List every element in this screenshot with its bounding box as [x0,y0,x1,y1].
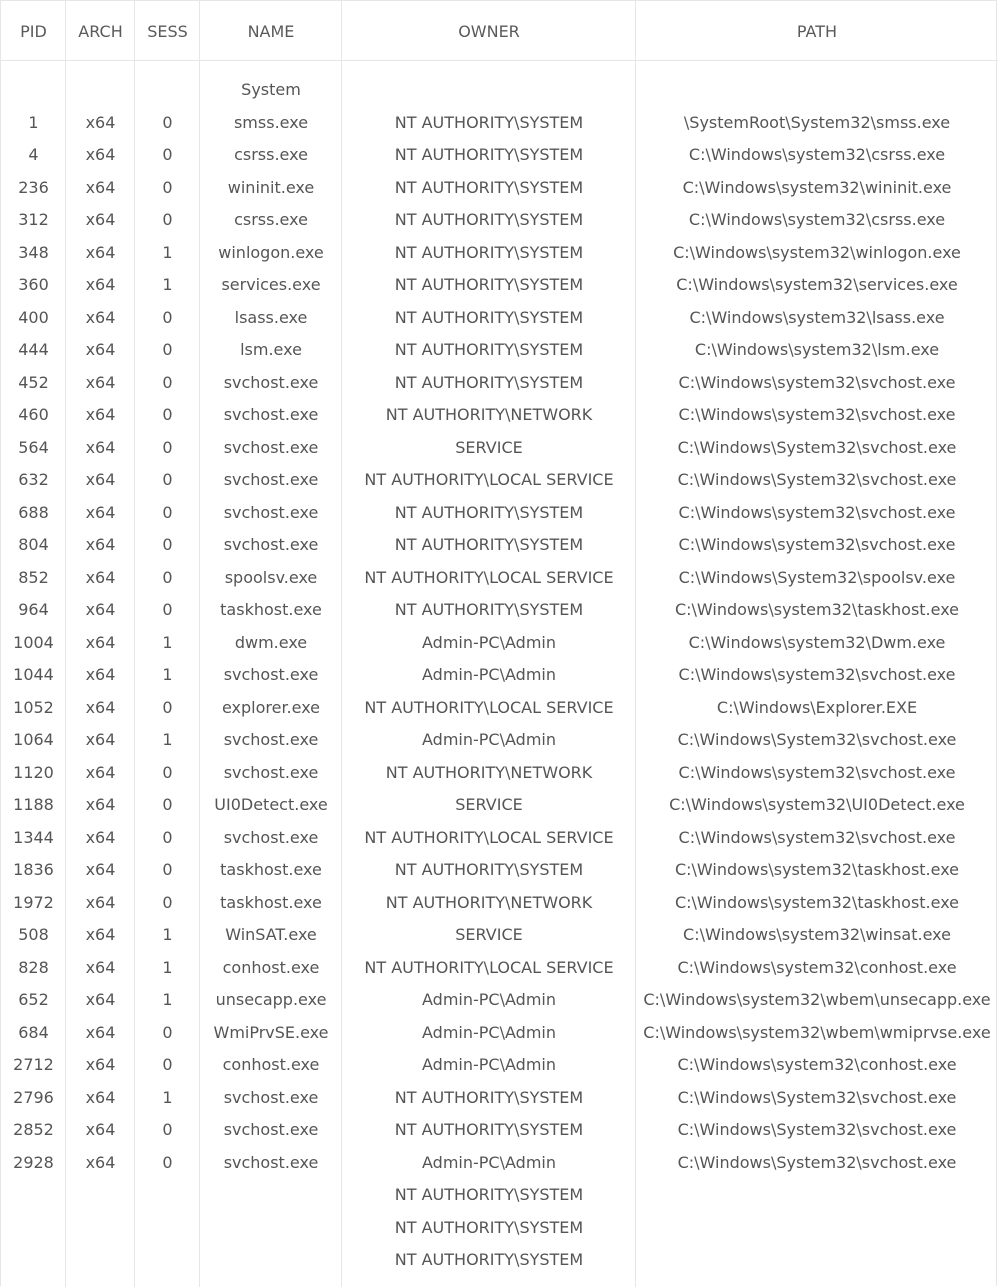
pid-cell: 688 [18,502,49,522]
name-cell: svchost.exe [223,1087,319,1107]
arch-cell: x64 [85,112,116,132]
arch-cell: x64 [85,210,116,229]
arch-cell: x64 [85,437,116,457]
owner-cell: SERVICE [455,925,523,944]
owner-cell: NT AUTHORITY\SYSTEM [394,112,584,132]
owner-cell: NT AUTHORITY\LOCAL SERVICE [364,957,614,977]
name-cell: wininit.exe [227,177,315,197]
name-column [200,74,342,1179]
header-arch[interactable]: ARCH [78,22,123,41]
sess-cell: 0 [162,697,173,717]
name-cell: lsm.exe [240,340,302,359]
sess-cell [135,74,200,107]
arch-cell: x64 [85,632,116,652]
owner-cell: NT AUTHORITY\SYSTEM [394,1217,584,1237]
path-cell: C:\Windows\Explorer.EXE [716,697,918,717]
owner-cell: NT AUTHORITY\SYSTEM [394,1185,584,1204]
arch-cell: x64 [85,990,116,1009]
pid-cell: 360 [18,275,49,294]
owner-cell: Admin-PC\Admin [422,1055,556,1074]
pid-cell: 2852 [13,1120,54,1139]
sess-cell: 0 [162,535,173,554]
path-cell: C:\Windows\system32\csrss.exe [688,210,946,229]
name-cell: csrss.exe [234,145,308,164]
sess-cell: 0 [162,307,173,327]
path-cell: C:\Windows\system32\services.exe [676,275,958,294]
owner-cell: SERVICE [455,437,523,457]
owner-cell: NT AUTHORITY\LOCAL SERVICE [364,567,614,587]
owner-cell: NT AUTHORITY\LOCAL SERVICE [364,827,614,847]
owner-cell: NT AUTHORITY\NETWORK [385,892,593,912]
owner-cell: NT AUTHORITY\SYSTEM [394,340,584,359]
header-path[interactable]: PATH [796,22,838,41]
arch-cell: x64 [85,665,116,684]
owner-cell: NT AUTHORITY\SYSTEM [394,860,584,879]
name-cell: dwm.exe [234,632,308,652]
arch-cell: x64 [85,1087,116,1107]
arch-cell: x64 [85,502,116,522]
sess-cell: 0 [162,405,173,424]
name-cell: svchost.exe [223,665,319,684]
pid-cell: 964 [18,600,49,619]
path-cell: C:\Windows\system32\csrss.exe [688,145,946,164]
sess-cell: 0 [162,860,173,879]
arch-cell: x64 [85,795,116,814]
arch-cell [66,74,135,107]
header-sess[interactable]: SESS [147,22,188,41]
arch-column [66,74,135,1179]
pid-cell: 2796 [13,1087,54,1107]
path-cell: C:\Windows\system32\conhost.exe [677,957,957,977]
sess-cell: 1 [162,665,173,684]
arch-cell: x64 [85,600,116,619]
sess-cell: 1 [162,957,173,977]
name-cell: UI0Detect.exe [214,795,328,814]
pid-cell: 1972 [13,892,54,912]
sess-cell: 0 [162,762,173,782]
sess-cell: 1 [162,275,173,294]
sess-cell: 0 [162,372,173,392]
path-cell: C:\Windows\system32\taskhost.exe [674,860,960,879]
path-cell: C:\Windows\System32\svchost.exe [677,470,957,489]
name-cell: WinSAT.exe [225,925,317,944]
arch-cell: x64 [85,1152,116,1172]
header-name[interactable]: NAME [247,22,295,41]
sess-cell: 0 [162,600,173,619]
pid-cell: 2928 [13,1152,54,1172]
owner-cell: NT AUTHORITY\SYSTEM [394,145,584,164]
owner-cell: NT AUTHORITY\NETWORK [385,405,593,424]
pid-cell: 236 [18,177,49,197]
sess-cell: 0 [162,1152,173,1172]
pid-cell: 1188 [13,795,54,814]
path-cell: C:\Windows\system32\wbem\wmiprvse.exe [643,1022,991,1042]
sess-cell: 1 [162,632,173,652]
pid-cell: 1120 [13,762,54,782]
arch-cell: x64 [85,1055,116,1074]
owner-cell: Admin-PC\Admin [422,1022,556,1042]
pid-column [1,74,66,1179]
sess-cell: 0 [162,340,173,359]
name-cell: svchost.exe [223,372,319,392]
arch-cell: x64 [85,1022,116,1042]
pid-cell: 828 [18,957,49,977]
path-cell: C:\Windows\System32\svchost.exe [677,1120,957,1139]
pid-cell: 632 [18,470,49,489]
owner-cell: Admin-PC\Admin [422,730,556,749]
arch-cell: x64 [85,470,116,489]
name-cell: svchost.exe [223,1152,319,1172]
pid-cell: 460 [18,405,49,424]
name-cell: winlogon.exe [218,242,324,262]
path-cell: C:\Windows\System32\svchost.exe [677,1087,957,1107]
owner-cell: NT AUTHORITY\LOCAL SERVICE [364,470,614,489]
sess-cell: 1 [162,730,173,749]
path-cell: C:\Windows\system32\lsm.exe [694,340,940,359]
path-cell: C:\Windows\system32\svchost.exe [678,405,956,424]
owner-cell: NT AUTHORITY\NETWORK [385,762,593,782]
name-cell: lsass.exe [234,307,308,327]
header-pid[interactable]: PID [20,22,47,41]
owner-cell: NT AUTHORITY\SYSTEM [394,372,584,392]
sess-cell: 0 [162,177,173,197]
name-cell: svchost.exe [223,730,319,749]
owner-cell: Admin-PC\Admin [422,665,556,684]
sess-cell: 1 [162,925,173,944]
path-cell: C:\Windows\system32\taskhost.exe [674,892,960,912]
owner-cell: NT AUTHORITY\SYSTEM [394,535,584,554]
path-cell: C:\Windows\system32\wininit.exe [682,177,952,197]
name-cell: svchost.exe [223,535,319,554]
owner-cell: Admin-PC\Admin [422,1152,556,1172]
name-cell: conhost.exe [222,957,320,977]
path-cell: C:\Windows\system32\wbem\unsecapp.exe [643,990,991,1009]
name-cell: svchost.exe [223,437,319,457]
arch-cell: x64 [85,730,116,749]
pid-cell: 1044 [13,665,54,684]
name-cell: spoolsv.exe [224,567,318,587]
pid-cell: 1836 [13,860,54,879]
owner-cell: NT AUTHORITY\SYSTEM [394,307,584,327]
path-cell [636,74,998,107]
sess-cell: 0 [162,1055,173,1074]
arch-cell: x64 [85,405,116,424]
pid-cell: 1052 [13,697,54,717]
path-cell: C:\Windows\system32\svchost.exe [678,502,956,522]
sess-cell: 0 [162,892,173,912]
pid-cell: 852 [18,567,49,587]
path-cell: C:\Windows\system32\winsat.exe [683,925,951,944]
arch-cell: x64 [85,177,116,197]
path-cell: C:\Windows\System32\svchost.exe [677,1152,957,1172]
arch-cell: x64 [85,145,116,164]
arch-cell: x64 [85,827,116,847]
sess-cell: 0 [162,827,173,847]
arch-cell: x64 [85,957,116,977]
path-cell: C:\Windows\System32\svchost.exe [677,437,957,457]
path-column [636,74,998,1179]
owner-cell [342,74,636,107]
name-cell: taskhost.exe [220,892,322,912]
path-cell: C:\Windows\system32\svchost.exe [678,762,956,782]
arch-cell: x64 [85,697,116,717]
owner-cell: NT AUTHORITY\SYSTEM [394,502,584,522]
sess-cell: 0 [162,210,173,229]
name-cell: svchost.exe [223,827,319,847]
pid-cell: 1 [28,112,39,132]
name-cell: svchost.exe [223,405,319,424]
sess-cell: 0 [162,567,173,587]
pid-cell: 400 [18,307,49,327]
name-cell: taskhost.exe [220,600,322,619]
header-owner[interactable]: OWNER [458,22,520,41]
arch-cell: x64 [85,762,116,782]
arch-cell: x64 [85,1120,116,1139]
pid-cell: 348 [18,242,49,262]
pid-cell: 4 [28,145,39,164]
owner-cell: NT AUTHORITY\SYSTEM [394,600,584,619]
name-cell: svchost.exe [223,1120,319,1139]
path-cell: C:\Windows\System32\svchost.exe [677,730,957,749]
name-cell: svchost.exe [223,502,319,522]
name-cell: smss.exe [233,112,309,132]
arch-cell: x64 [85,242,116,262]
name-cell: svchost.exe [223,470,319,489]
sess-cell: 1 [162,1087,173,1107]
sess-cell: 0 [162,437,173,457]
path-cell: C:\Windows\system32\lsass.exe [689,307,945,327]
name-cell: System [241,80,301,99]
pid-cell: 452 [18,372,49,392]
name-cell: csrss.exe [234,210,308,229]
pid-cell [1,74,66,107]
owner-cell: NT AUTHORITY\SYSTEM [394,1087,584,1107]
pid-cell: 564 [18,437,49,457]
path-cell: C:\Windows\system32\taskhost.exe [674,600,960,619]
pid-cell: 444 [18,340,49,359]
name-cell: taskhost.exe [220,860,322,879]
sess-cell: 0 [162,112,173,132]
pid-cell: 1064 [13,730,54,749]
owner-cell: NT AUTHORITY\SYSTEM [394,210,584,229]
path-cell: \SystemRoot\System32\smss.exe [683,112,951,132]
pid-cell: 684 [18,1022,49,1042]
table-header [1,1,998,61]
pid-cell: 312 [18,210,49,229]
pid-cell: 804 [18,535,49,554]
name-cell: svchost.exe [223,762,319,782]
arch-cell: x64 [85,892,116,912]
path-cell: C:\Windows\system32\svchost.exe [678,665,956,684]
arch-cell: x64 [85,307,116,327]
arch-cell: x64 [85,925,116,944]
arch-cell: x64 [85,860,116,879]
arch-cell: x64 [85,340,116,359]
pid-cell: 2712 [13,1055,54,1074]
owner-cell: NT AUTHORITY\SYSTEM [394,1120,584,1139]
pid-cell: 1004 [13,632,54,652]
name-cell: WmiPrvSE.exe [213,1022,329,1042]
path-cell: C:\Windows\system32\Dwm.exe [688,632,946,652]
sess-cell: 1 [162,990,173,1009]
name-cell: unsecapp.exe [215,990,327,1009]
name-cell: services.exe [221,275,321,294]
owner-cell: NT AUTHORITY\SYSTEM [394,177,584,197]
owner-cell: Admin-PC\Admin [422,632,556,652]
path-cell: C:\Windows\system32\winlogon.exe [673,242,961,262]
path-cell: C:\Windows\system32\svchost.exe [678,827,956,847]
sess-cell: 0 [162,502,173,522]
pid-cell: 652 [18,990,49,1009]
owner-cell: NT AUTHORITY\SYSTEM [394,242,584,262]
path-cell: C:\Windows\system32\svchost.exe [678,372,956,392]
sess-cell: 0 [162,470,173,489]
sess-cell: 0 [162,1022,173,1042]
pid-cell: 508 [18,925,49,944]
path-cell: C:\Windows\system32\conhost.exe [677,1055,957,1074]
owner-cell: NT AUTHORITY\LOCAL SERVICE [364,697,614,717]
pid-cell: 1344 [13,827,54,847]
owner-cell: Admin-PC\Admin [422,990,556,1009]
path-cell: C:\Windows\System32\spoolsv.exe [678,567,956,587]
sess-cell: 1 [162,242,173,262]
sess-cell: 0 [162,1120,173,1139]
owner-cell: NT AUTHORITY\SYSTEM [394,275,584,294]
arch-cell: x64 [85,275,116,294]
owner-cell: NT AUTHORITY\SYSTEM [394,1250,584,1269]
path-cell: C:\Windows\system32\UI0Detect.exe [669,795,965,814]
arch-cell: x64 [85,372,116,392]
sess-cell: 0 [162,145,173,164]
sess-column [135,74,200,1179]
sess-cell: 0 [162,795,173,814]
name-cell: explorer.exe [221,697,321,717]
owner-cell: SERVICE [455,795,523,814]
arch-cell: x64 [85,567,116,587]
name-cell: conhost.exe [222,1055,320,1074]
arch-cell: x64 [85,535,116,554]
path-cell: C:\Windows\system32\svchost.exe [678,535,956,554]
owner-column [342,74,636,1277]
